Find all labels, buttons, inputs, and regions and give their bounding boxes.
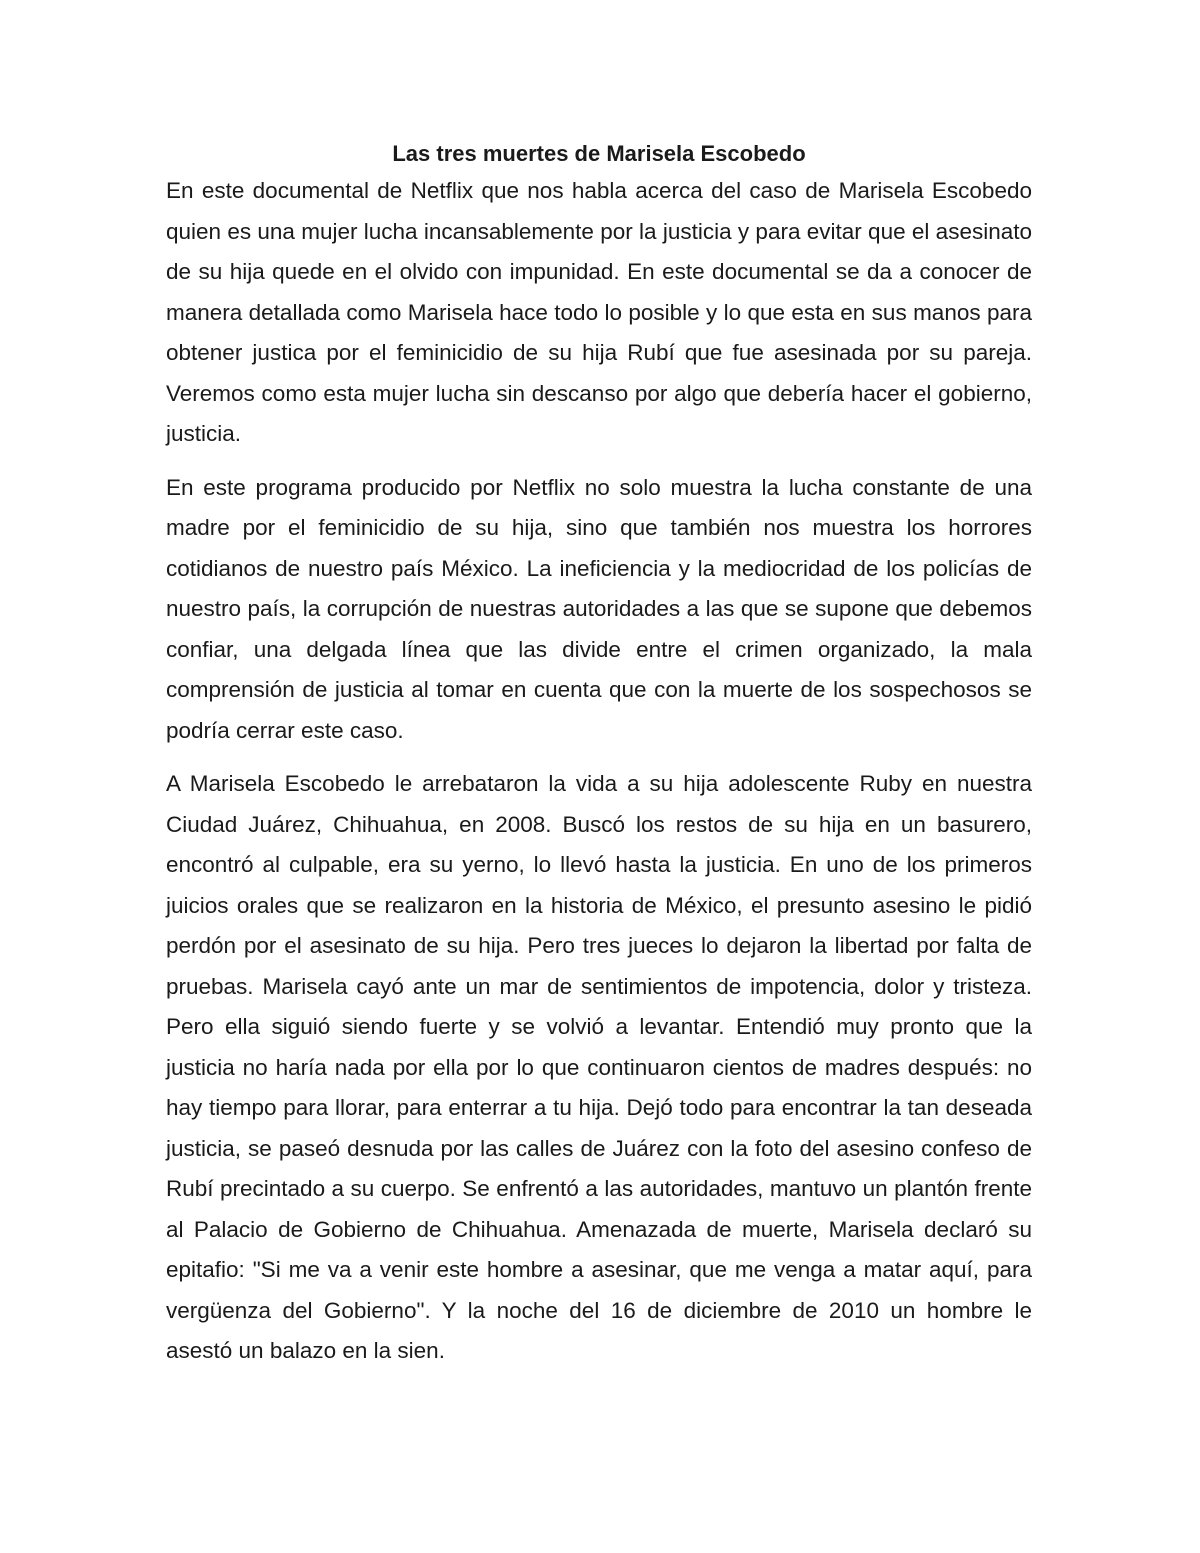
document-body <box>166 140 1032 1385</box>
paragraph-2: En este programa producido por Netflix no solo muestra la lucha constante de una madre por el feminicidio de su hija, sino que también nos muestra los horrores cotidianos de nuestro país México. La ineficiencia y la mediocridad de los policías de nuestro país, la corrupción de nuestras autoridades a las que se supone que debemos confiar, una delgada línea que las divide entre el crimen organizado, la mala comprensión de justicia al tomar en cuenta que con la muerte de los sospechosos se podría cerrar este caso. <box>166 474 1032 743</box>
paragraph-1: En este documental de Netflix que nos habla acerca del caso de Marisela Escobedo quien es una mujer lucha incansablemente por la justicia y para evitar que el asesinato de su hija quede en el olvido con impunidad. En este documental se da a conocer de manera detallada como Marisela hace todo lo posible y lo que esta en sus manos para obtener justica por el feminicidio de su hija Rubí que fue asesinada por su pareja. Veremos como esta mujer lucha sin descanso por algo que debería hacer el gobierno, justicia. <box>166 178 1032 446</box>
document-title: Las tres muertes de Marisela Escobedo <box>392 141 806 166</box>
paragraph-3: A Marisela Escobedo le arrebataron la vida a su hija adolescente Ruby en nuestra Ciudad Juárez, Chihuahua, en 2008. Buscó los restos de su hija en un basurero, encontró al culpable, era su yerno, lo llevó hasta la justicia. En uno de los primeros juicios orales que se realizaron en la historia de México, el presunto asesino le pidió perdón por el asesinato de su hija. Pero tres jueces lo dejaron la libertad por falta de pruebas. Marisela cayó ante un mar de sentimientos de impotencia, dolor y tristeza. Pero ella siguió siendo fuerte y se volvió a levantar. Entendió muy pronto que la justicia no haría nada por ella por lo que continuaron cientos de madres después: no hay tiempo para llorar, para enterrar a tu hija. Dejó todo para encontrar la tan deseada justicia, se paseó desnuda por las calles de Juárez con la foto del asesino confeso de Rubí precintado a su cuerpo. Se enfrentó a las autoridades, mantuvo un plantón frente al Palacio de Gobierno de Chihuahua. Amenazada de muerte, Marisela declaró su epitafio: "Si me va a venir este hombre a asesinar, que me venga a matar aquí, para vergüenza del Gobierno". Y la noche del 16 de diciembre de 2010 un hombre le asestó un balazo en la sien. <box>166 771 1032 1363</box>
